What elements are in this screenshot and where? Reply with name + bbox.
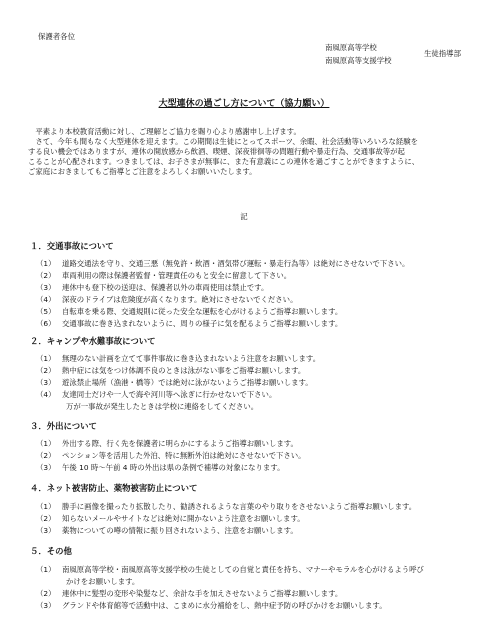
item-number: （4） (36, 390, 56, 399)
recipients: 保護者各位 (38, 32, 75, 41)
item-text: 道路交通法を守り、交通三悪（無免許・飲酒・酒気帯び運転・暴走行為等）は絶対にさせないで下さい。 (62, 259, 410, 268)
item-text: 連休中に髪型の変形や染髪など、余計な手を加えさせないようご指導お願いします。 (62, 589, 343, 598)
item-number: （1） (36, 259, 56, 268)
list-item (36, 366, 476, 376)
intro-paragraph (28, 127, 468, 177)
item-text: 熱中症には気をつけ体調不良のときは泳がない事をご指導お願いします。 (62, 366, 306, 375)
item-text: 勝手に画像を撮ったり拡散したり、勧誘されるような言葉のやり取りをさせないようご指導お願いします。 (62, 502, 417, 511)
intro-line: する良い機会ではありますが、連休の開放感から飲酒、喫煙、深夜徘徊等の問題行動や暴走行為、交通事故等が起 (28, 146, 405, 156)
item-number: （3） (36, 601, 56, 610)
list-item (36, 526, 476, 536)
item-number: （2） (36, 589, 56, 598)
school-name-1: 南風原高等学校 (325, 43, 377, 52)
list-item (36, 259, 476, 269)
item-number: （3） (36, 378, 56, 387)
item-text: 無理のない計画を立てて事件事故に巻き込まれないよう注意をお願いします。 (62, 354, 321, 363)
ki-marker: 記 (240, 212, 248, 221)
item-continuation: かけをお願いします。 (66, 577, 140, 586)
list-item (36, 295, 476, 305)
item-number: （5） (36, 307, 56, 316)
item-text: 遊泳禁止場所（漁港・橋等）では絶対に泳がないようご指導お願いします。 (62, 378, 313, 387)
list-item (36, 283, 476, 293)
item-text: 南風原高等学校・南風原高等支援学校の生徒としての自覚と責任を持ち、マナーやモラルを心がけるよう呼び (62, 565, 424, 574)
item-continuation: 万が一事故が発生したときは学校に連絡をしてください。 (66, 402, 259, 411)
item-text: 知らないメールやサイトなどは絶対に開かないよう注意をお願いします。 (62, 514, 305, 523)
item-number: （3） (36, 526, 56, 535)
item-number: （1） (36, 502, 56, 511)
school-name-2: 南風原高等支援学校 (325, 56, 392, 65)
item-number: （1） (36, 439, 56, 448)
intro-line: ご家庭におきましてもご指導とご注意をよろしくお願いいたします。 (28, 166, 257, 176)
list-item (36, 514, 476, 524)
item-text: 薬物についての噂の情報に振り回されないよう、注意をお願いします。 (62, 526, 298, 535)
item-text: 連休中も登下校の送迎は、保護者以外の車両使用は禁止です。 (62, 283, 269, 292)
item-text: 自転車を乗る際、交通規則に従った安全な運転を心がけるようご指導お願いします。 (62, 307, 343, 316)
list-item (36, 390, 476, 400)
intro-line: こることが心配されます。つきましては、お子さまが無事に、また有意義にこの連休を過ごすことができますように、 (28, 156, 420, 166)
section-heading-outings: ３．外出について (30, 421, 97, 431)
item-text: ペンション等を活用した外泊、特に無断外泊は絶対にさせないで下さい。 (62, 451, 306, 460)
list-item (36, 354, 476, 364)
item-text: 午後 10 時～午前 4 時の外出は県の条例で補導の対象になります。 (62, 463, 285, 472)
item-text: 友達同士だけや一人で海や河川等へ泳ぎに行かせないで下さい。 (62, 390, 277, 399)
list-item (36, 565, 476, 575)
item-text: 車両利用の際は保護者監督・管理責任のもと安全に留意して下さい。 (62, 271, 292, 280)
section-heading-net-drugs: ４．ネット被害防止、薬物被害防止について (30, 483, 198, 493)
intro-line: さて、今年も間もなく大型連休を迎えます。この期間は生徒にとってスポーツ、余暇、社会活動等いろいろな経験を (35, 136, 419, 146)
item-number: （2） (36, 366, 56, 375)
document-title: 大型連休の過ごし方について（協力願い） (158, 99, 330, 109)
item-number: （6） (36, 319, 56, 328)
list-item (36, 451, 476, 461)
item-number: （2） (36, 271, 56, 280)
item-text: グランドや体育館等で活動中は、こまめに水分補給をし、熱中症予防の呼びかけをお願いします。 (62, 601, 387, 610)
list-item (36, 271, 476, 281)
list-item (36, 601, 476, 611)
item-number: （2） (36, 514, 56, 523)
list-item (36, 319, 476, 329)
item-text: 外出する際、行く先を保護者に明らかにするようご指導お願いします。 (62, 439, 298, 448)
item-number: （4） (36, 295, 56, 304)
item-number: （3） (36, 283, 56, 292)
section-heading-other: ５．その他 (30, 546, 72, 556)
intro-line: 平素より本校教育活動に対し、ご理解とご協力を賜り心より感謝申し上げます。 (35, 127, 301, 136)
section-heading-traffic: １．交通事故について (30, 241, 114, 251)
list-item (36, 463, 476, 473)
list-item (36, 439, 476, 449)
item-text: 深夜のドライブは危険度が高くなります。絶対にさせないでください。 (62, 295, 298, 304)
list-item (36, 502, 476, 512)
item-number: （3） (36, 463, 56, 472)
item-number: （1） (36, 354, 56, 363)
list-item (36, 589, 476, 599)
department-name: 生徒指導部 (424, 49, 461, 58)
section-heading-camping: ２．キャンプや水難事故について (30, 336, 156, 346)
item-number: （1） (36, 565, 56, 574)
list-item (36, 307, 476, 317)
list-item (36, 378, 476, 388)
item-number: （2） (36, 451, 56, 460)
item-text: 交通事故に巻き込まれないように、周りの様子に気を配るようご指導お願いします。 (62, 319, 343, 328)
